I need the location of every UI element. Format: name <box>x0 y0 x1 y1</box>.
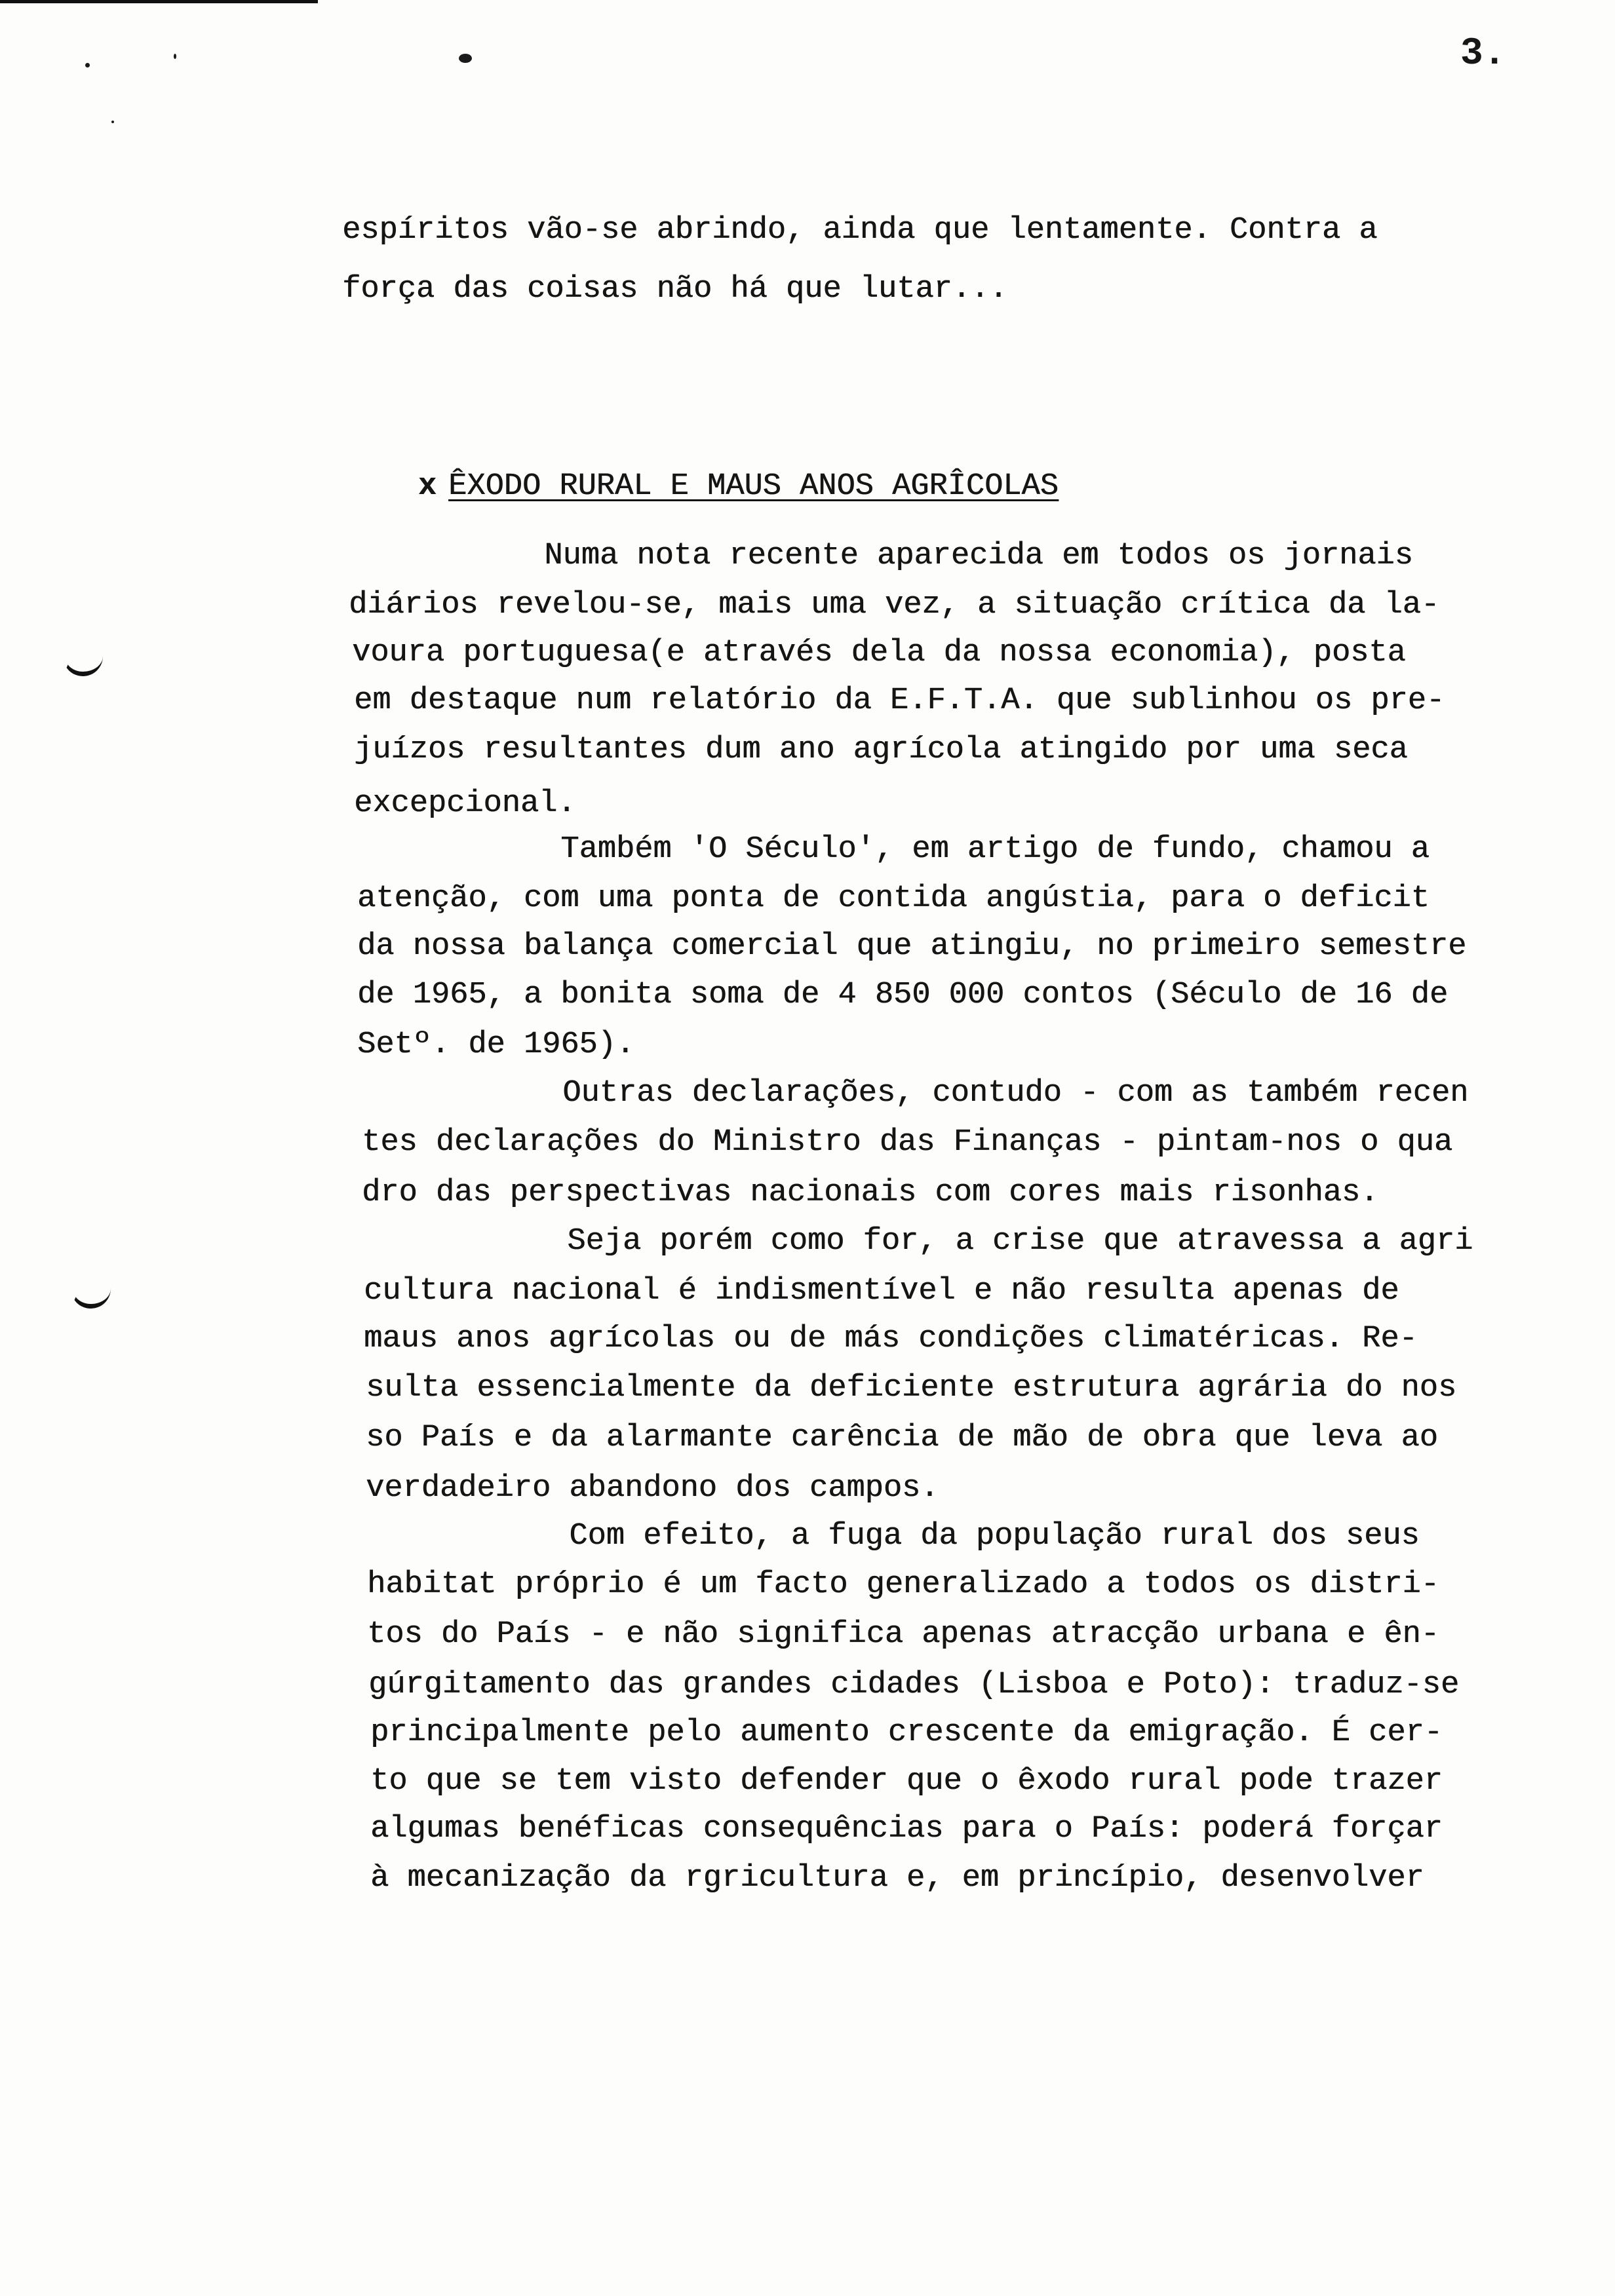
ink-speck <box>111 121 114 123</box>
section-marker: x <box>418 469 437 504</box>
body-line: juízos resultantes dum ano agrícola atingido por uma seca <box>354 733 1408 767</box>
section-heading-text: ÊXODO RURAL E MAUS ANOS AGRÎCOLAS <box>448 469 1059 504</box>
body-line: so País e da alarmante carência de mão de obra que leva ao <box>366 1421 1438 1455</box>
page-number: 3. <box>1460 33 1506 75</box>
ink-speck <box>174 54 176 59</box>
body-line: Outras declarações, contudo - com as também recen <box>359 1076 1469 1111</box>
body-line: Seja porém como for, a crise que atravessa a agri <box>364 1224 1473 1259</box>
punch-hole-mark <box>63 645 103 676</box>
body-line: excepcional. <box>354 786 576 821</box>
body-line: verdadeiro abandono dos campos. <box>366 1471 939 1506</box>
body-line: em destaque num relatório da E.F.T.A. que sublinhou os pre- <box>354 683 1445 718</box>
body-line: gúrgitamento das grandes cidades (Lisboa e Poto): traduz-se <box>368 1668 1460 1702</box>
punch-hole-mark <box>71 1278 111 1309</box>
body-line: Também 'O Século', em artigo de fundo, chamou a <box>357 832 1430 867</box>
intro-line: força das coisas não há que lutar... <box>342 272 1008 307</box>
body-line: à mecanização da rgricultura e, em princípio, desenvolver <box>370 1861 1424 1896</box>
body-line: tes declarações do Ministro das Finanças - pintam-nos o qua <box>362 1125 1453 1160</box>
body-line: Numa nota recente aparecida em todos os jornais <box>341 539 1413 573</box>
body-line: de 1965, a bonita soma de 4 850 000 contos (Século de 16 de <box>357 978 1449 1012</box>
body-line: da nossa balança comercial que atingiu, no primeiro semestre <box>357 929 1467 964</box>
ink-speck <box>459 54 472 63</box>
body-line: cultura nacional é indismentível e não resulta apenas de <box>364 1274 1399 1309</box>
body-line: voura portuguesa(e através dela da nossa economia), posta <box>352 636 1406 670</box>
body-line: principalmente pelo aumento crescente da emigração. É cer- <box>370 1715 1443 1750</box>
body-line: maus anos agrícolas ou de más condições climatéricas. Re- <box>364 1322 1418 1356</box>
body-line: algumas benéficas consequências para o País: poderá forçar <box>370 1812 1443 1846</box>
body-line: sulta essencialmente da deficiente estrutura agrária do nos <box>366 1371 1457 1406</box>
body-line: atenção, com uma ponta de contida angústia, para o deficit <box>357 881 1430 916</box>
section-heading <box>344 434 1059 539</box>
body-line: Com efeito, a fuga da população rural dos seus <box>366 1519 1420 1554</box>
top-border-rule <box>0 0 318 3</box>
body-line: Setº. de 1965). <box>357 1027 635 1062</box>
intro-line: espíritos vão-se abrindo, ainda que lentamente. Contra a <box>342 213 1378 248</box>
body-line: dro das perspectivas nacionais com cores mais risonhas. <box>362 1176 1379 1210</box>
body-line: diários revelou-se, mais uma vez, a situação crítica da la- <box>349 588 1440 622</box>
body-line: to que se tem visto defender que o êxodo rural pode trazer <box>370 1764 1443 1799</box>
body-line: tos do País - e não significa apenas atracção urbana e ên- <box>367 1617 1439 1652</box>
ink-speck <box>85 63 90 67</box>
body-line: habitat próprio é um facto generalizado a todos os distri- <box>367 1567 1439 1602</box>
